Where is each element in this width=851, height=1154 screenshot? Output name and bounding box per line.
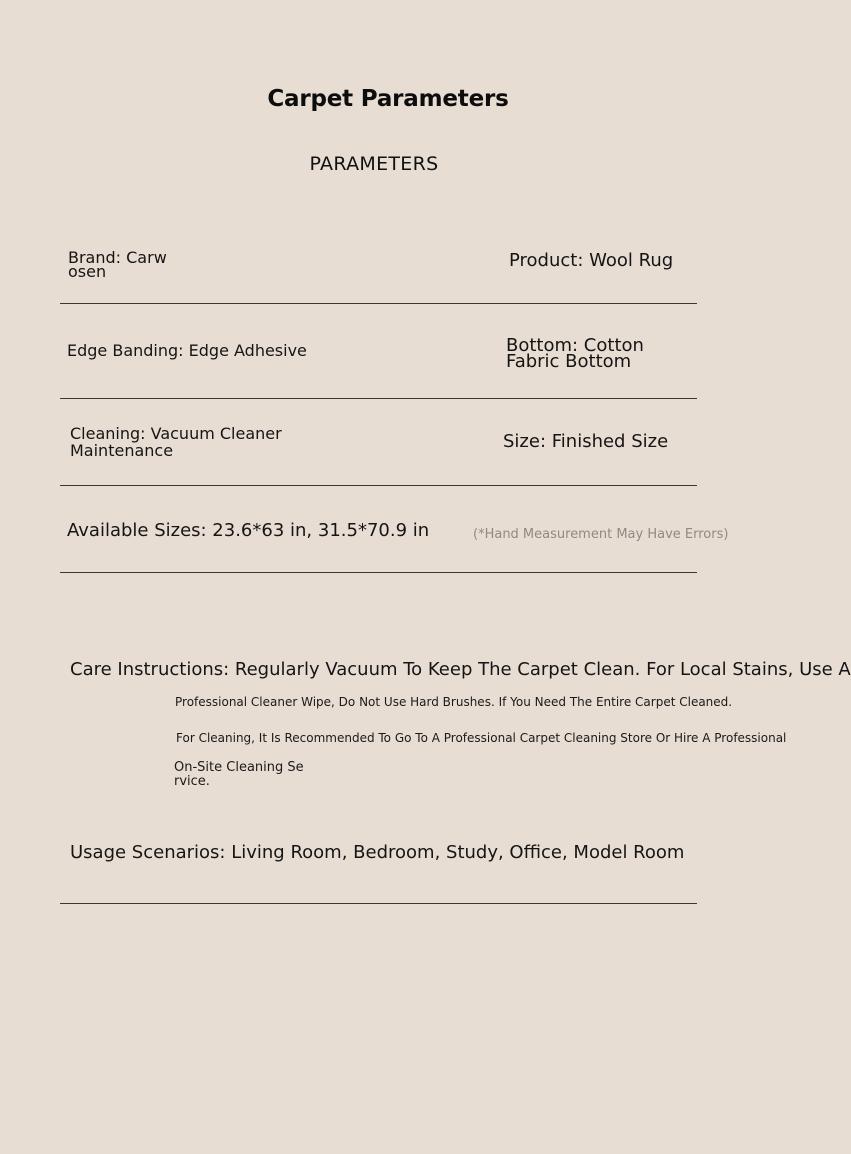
edge-banding-value: Edge Banding: Edge Adhesive (67, 341, 307, 360)
row-divider (60, 485, 697, 486)
available-sizes-value: Available Sizes: 23.6*63 in, 31.5*70.9 in (67, 520, 430, 541)
bottom-value: Bottom: Cotton Fabric Bottom (506, 335, 644, 372)
row-divider (60, 572, 697, 573)
care-instructions-line: On-Site Cleaning Se rvice. (174, 760, 304, 789)
page-title: Carpet Parameters (267, 86, 509, 112)
product-value: Product: Wool Rug (509, 250, 674, 271)
row-divider (60, 398, 697, 399)
care-instructions-heading: Care Instructions: Regularly Vacuum To Keep The Carpet Clean. For Local Stains, Use A (70, 659, 851, 680)
care-instructions-line: Professional Cleaner Wipe, Do Not Use Hard Brushes. If You Need The Entire Carpet Cleaned. (175, 695, 733, 709)
measurement-note: (*Hand Measurement May Have Errors) (473, 527, 729, 542)
section-subtitle: PARAMETERS (309, 153, 439, 175)
row-divider (60, 903, 697, 904)
cleaning-value: Cleaning: Vacuum Cleaner Maintenance (70, 424, 282, 460)
care-instructions-line: For Cleaning, It Is Recommended To Go To A Professional Carpet Cleaning Store Or Hire A Professional (176, 731, 787, 745)
usage-scenarios-value: Usage Scenarios: Living Room, Bedroom, Study, Office, Model Room (70, 842, 685, 863)
brand-value: Brand: Carw osen (68, 248, 167, 281)
row-divider (60, 303, 697, 304)
size-value: Size: Finished Size (503, 431, 669, 452)
